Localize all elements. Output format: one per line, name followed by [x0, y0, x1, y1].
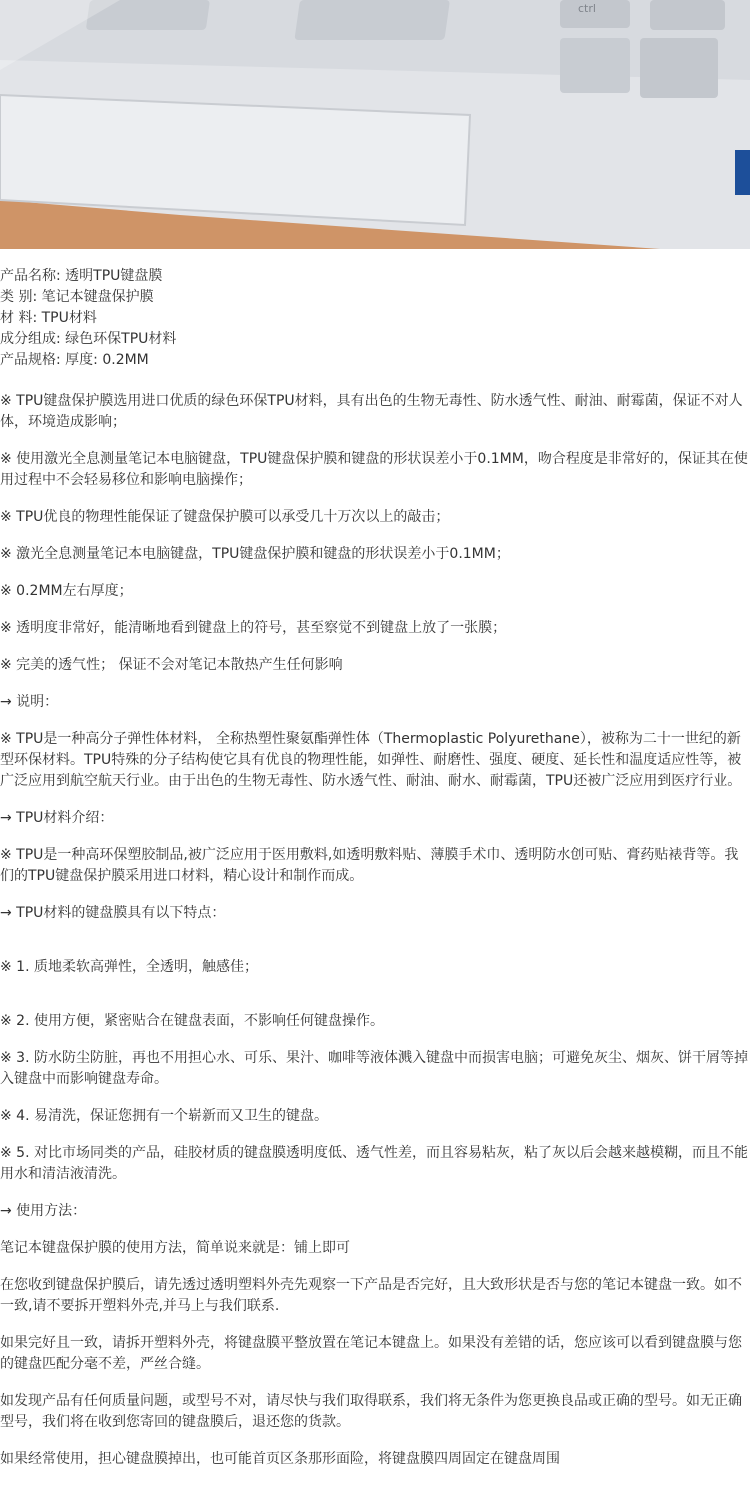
- trait-item: ※ 2. 使用方便，紧密贴合在键盘表面，不影响任何键盘操作。: [0, 1013, 384, 1029]
- section-heading-traits: → TPU材料的键盘膜具有以下特点：: [0, 905, 226, 921]
- section-heading-material: → TPU材料介绍：: [0, 810, 114, 826]
- trait-item: ※ 1. 质地柔软高弹性，全透明，触感佳；: [0, 959, 258, 975]
- feature-item: ※ 完美的透气性； 保证不会对笔记本散热产生任何影响: [0, 657, 343, 673]
- usage-paragraph: 如发现产品有任何质量问题，或型号不对，请尽快与我们取得联系，我们将无条件为您更换良品或正确的型号。如无正确型号，我们将在收到您寄回的键盘膜后，退还您的货款。: [0, 1393, 742, 1430]
- spacer: [0, 994, 750, 1011]
- spec-material: 材 料: TPU材料: [0, 310, 97, 326]
- trait-item: ※ 5. 对比市场同类的产品，硅胶材质的键盘膜透明度低、透气性差，而且容易粘灰，粘了灰以后会越来越模糊，而且不能用水和清洁液清洗。: [0, 1145, 748, 1182]
- spec-list: [0, 266, 750, 371]
- trait-item: ※ 4. 易清洗，保证您拥有一个崭新而又卫生的键盘。: [0, 1108, 328, 1124]
- usage-paragraph: 如果完好且一致，请拆开塑料外壳，将键盘膜平整放置在笔记本键盘上。如果没有差错的话，您应该可以看到键盘膜与您的键盘匹配分毫不差，严丝合缝。: [0, 1335, 742, 1372]
- spec-product-name: 产品名称: 透明TPU键盘膜: [0, 268, 163, 284]
- feature-item: ※ TPU优良的物理性能保证了键盘保护膜可以承受几十万次以上的敲击；: [0, 509, 450, 525]
- ctrl-key-label: ctrl: [578, 2, 596, 15]
- material-text: ※ TPU是一种高环保塑胶制品,被广泛应用于医用敷料,如透明敷料贴、薄膜手术巾、透明防水创可贴、膏药贴裱背等。我们的TPU键盘保护膜采用进口材料，精心设计和制作而成。: [0, 847, 739, 884]
- laptop-keyboard-illustration: [0, 0, 750, 249]
- feature-item: ※ TPU键盘保护膜选用进口优质的绿色环保TPU材料，具有出色的生物无毒性、防水透气性、耐油、耐霉菌，保证不对人体，环境造成影响；: [0, 393, 743, 430]
- product-description: [0, 249, 750, 1470]
- spacer: [0, 940, 750, 957]
- usage-paragraph: 如果经常使用，担心键盘膜掉出，也可能首页区条那形面险，将键盘膜四周固定在键盘周围: [0, 1451, 560, 1467]
- spec-composition: 成分组成: 绿色环保TPU材料: [0, 331, 177, 347]
- trait-item: ※ 3. 防水防尘防脏，再也不用担心水、可乐、果汁、咖啡等液体溅入键盘中而损害电脑；可避免灰尘、烟灰、饼干屑等掉入键盘中而影响键盘寿命。: [0, 1050, 748, 1087]
- spec-size: 产品规格: 厚度: 0.2MM: [0, 352, 149, 368]
- section-heading-usage: → 使用方法：: [0, 1203, 87, 1219]
- feature-item: ※ 使用激光全息测量笔记本电脑键盘，TPU键盘保护膜和键盘的形状误差小于0.1MM，吻合程度是非常好的，保证其在使用过程中不会轻易移位和影响电脑操作；: [0, 451, 748, 488]
- explain-text: ※ TPU是一种高分子弹性体材料， 全称热塑性聚氨酯弹性体（Thermoplastic Polyurethane），被称为二十一世纪的新型环保材料。TPU特殊的分子结构使它具有优良的物理性能，如弹性、耐磨性、强度、硬度、延长性和温度适应性等，被广泛应用到航空航天行业。由于出色的生物无毒性、防水透气性、耐油、耐水、耐霉菌，TPU还被广泛应用到医疗行业。: [0, 731, 742, 789]
- usage-paragraph: 笔记本键盘保护膜的使用方法，简单说来就是：铺上即可: [0, 1240, 350, 1256]
- usage-paragraph: 在您收到键盘保护膜后，请先透过透明塑料外壳先观察一下产品是否完好，且大致形状是否与您的笔记本键盘一致。如不一致,请不要拆开塑料外壳,并马上与我们联系.: [0, 1277, 742, 1314]
- spec-category: 类 别: 笔记本键盘保护膜: [0, 289, 154, 305]
- feature-item: ※ 透明度非常好，能清晰地看到键盘上的符号，甚至察觉不到键盘上放了一张膜；: [0, 620, 507, 636]
- feature-item: ※ 激光全息测量笔记本电脑键盘，TPU键盘保护膜和键盘的形状误差小于0.1MM；: [0, 546, 510, 562]
- feature-item: ※ 0.2MM左右厚度；: [0, 583, 133, 599]
- section-heading-explain: → 说明：: [0, 694, 59, 710]
- product-hero-image: [0, 0, 750, 249]
